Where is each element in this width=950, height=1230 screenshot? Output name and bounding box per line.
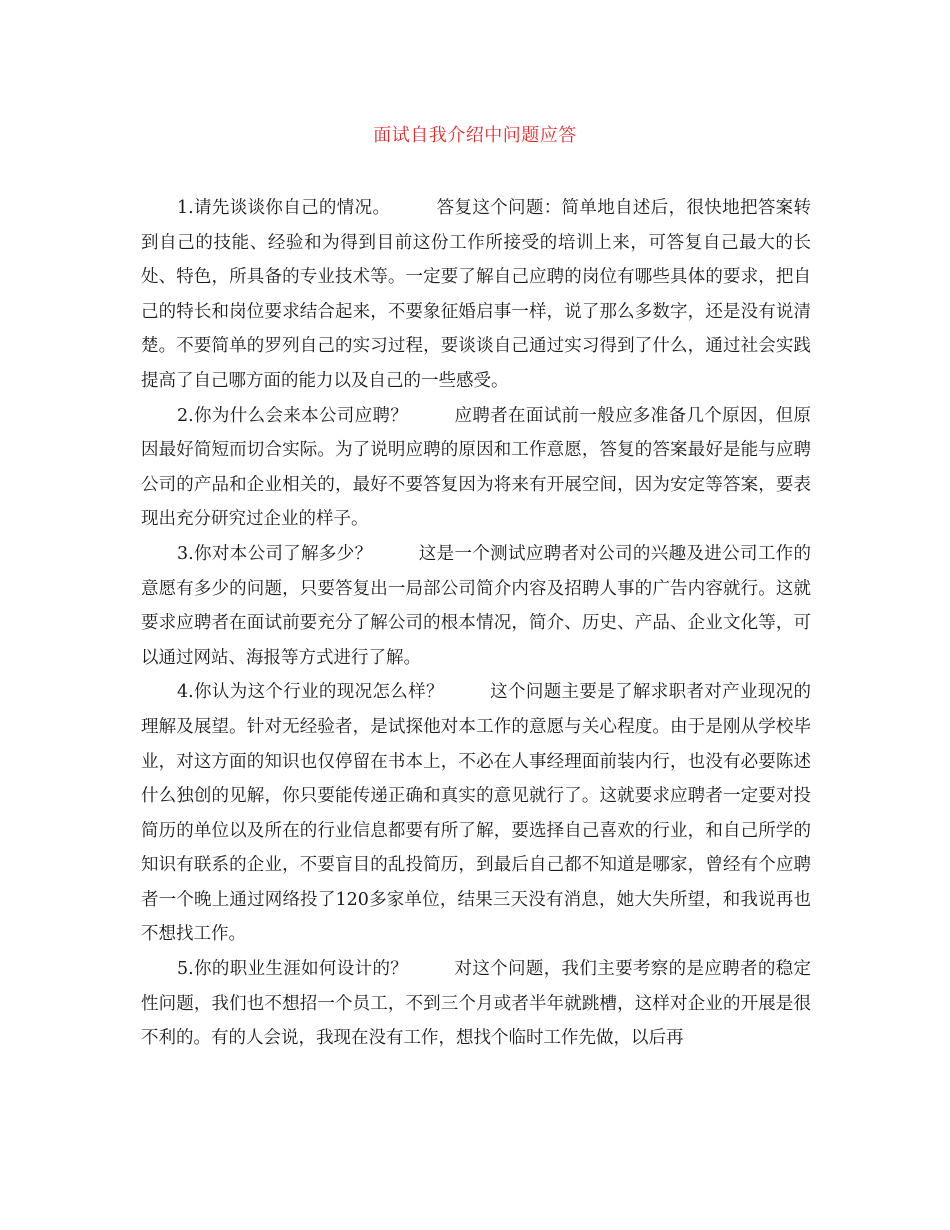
question-text: 4.你认为这个行业的现况怎么样？ — [177, 682, 444, 703]
answer-text: 这个问题主要是了解求职者对产业现况的理解及展望。针对无经验者，是试探他对本工作的意愿与关心程度。由于是刚从学校毕业，对这方面的知识也仅停留在书本上，不必在人事经理面前装内行，也没有必要陈述什么独创的见解，你只要能传递正确和真实的意见就行了。这就要求应聘者一定要对投简历的单位以及所在的行业信息都要有所了解，要选择自己喜欢的行业，和自己所学的知识有联系的企业，不要盲目的乱投简历，到最后自己都不知道是哪家，曾经有个应聘者一个晚上通过网络投了120多家单位，结果三天没有消息，她大失所望，和我说再也不想找工作。 — [141, 682, 812, 945]
question-text: 3.你对本公司了解多少？ — [177, 543, 373, 564]
answer-text: 答复这个问题：简单地自述后，很快地把答案转到自己的技能、经验和为得到目前这份工作所接受的培训上来，可答复自己最大的长处、特色，所具备的专业技术等。一定要了解自己应聘的岗位有哪些具体的要求，把自己的特长和岗位要求结合起来，不要象征婚启事一样，说了那么多数字，还是没有说清楚。不要简单的罗列自己的实习过程，要谈谈自己通过实习得到了什么，通过社会实践提高了自己哪方面的能力以及自己的一些感受。 — [141, 198, 811, 391]
answer-text: 对这个问题，我们主要考察的是应聘者的稳定性问题，我们也不想招一个员工，不到三个月或者半年就跳槽，这样对企业的开展是很不利的。有的人会说，我现在没有工作，想找个临时工作先做，以后再 — [141, 959, 812, 1049]
document-body — [141, 191, 811, 1056]
answer-text: 这是一个测试应聘者对公司的兴趣及进公司工作的意愿有多少的问题，只要答复出一局部公司简介内容及招聘人事的广告内容就行。这就要求应聘者在面试前要充分了解公司的根本情况，简介、历史、产品、企业文化等，可以通过网站、海报等方式进行了解。 — [141, 543, 811, 668]
qa-paragraph-5 — [141, 952, 811, 1056]
qa-paragraph-2 — [141, 399, 811, 537]
question-text: 1.请先谈谈你自己的情况。 — [177, 198, 391, 218]
question-text: 5.你的职业生涯如何设计的？ — [177, 959, 409, 980]
document-title: 面试自我介绍中问题应答 — [373, 125, 577, 146]
qa-paragraph-1 — [141, 191, 811, 399]
qa-paragraph-4 — [141, 675, 811, 952]
answer-text: 应聘者在面试前一般应多准备几个原因，但原因最好简短而切合实际。为了说明应聘的原因和工作意愿，答复的答案最好是能与应聘公司的产品和企业相关的，最好不要答复因为将来有开展空间，因为安定等答案，要表现出充分研究过企业的样子。 — [141, 405, 812, 530]
question-text: 2.你为什么会来本公司应聘？ — [177, 405, 409, 426]
qa-paragraph-3 — [141, 537, 811, 675]
